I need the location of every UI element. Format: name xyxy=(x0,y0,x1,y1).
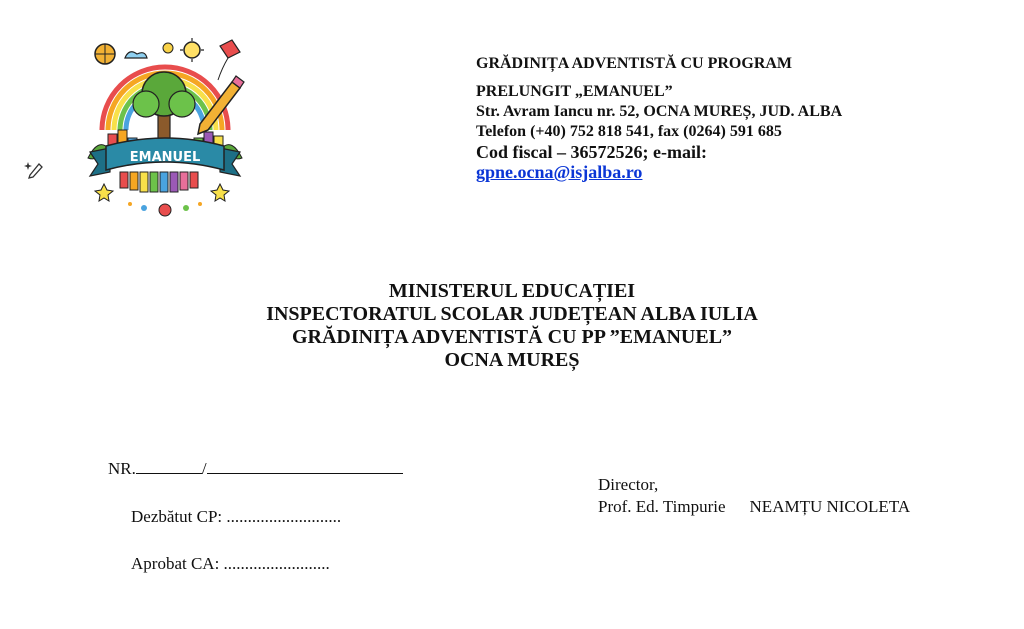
document-title xyxy=(0,280,1024,372)
registration-number-line xyxy=(108,459,403,479)
title-line-ministry: MINISTERUL EDUCAȚIEI xyxy=(388,280,636,302)
ca-label: Aprobat CA: xyxy=(131,554,220,573)
title-line-inspectorate: INSPECTORATUL SCOLAR JUDEȚEAN ALBA IULIA xyxy=(266,303,758,325)
pen-sparkle-icon[interactable] xyxy=(24,158,46,180)
director-block xyxy=(598,474,910,518)
org-name-line1: GRĂDINIȚA ADVENTISTĂ CU PROGRAM xyxy=(476,55,793,72)
ca-dots: ......................... xyxy=(223,554,330,573)
email-link[interactable]: gpne.ocna@isjalba.ro xyxy=(476,162,643,182)
org-phone: Telefon (+40) 752 818 541, fax (0264) 591 685 xyxy=(476,123,782,140)
title-line-city: OCNA MUREȘ xyxy=(444,349,580,371)
org-fiscal-code: Cod fiscal – 36572526; e-mail: xyxy=(476,142,707,162)
date-blank-field[interactable] xyxy=(207,459,403,474)
org-name-line2: PRELUNGIT „EMANUEL” xyxy=(476,83,673,100)
nr-label: NR. xyxy=(108,459,136,478)
title-line-kindergarten: GRĂDINIȚA ADVENTISTĂ CU PP ”EMANUEL” xyxy=(291,326,733,348)
director-name: NEAMȚU NICOLETA xyxy=(749,497,911,516)
cp-label: Dezbătut CP: xyxy=(131,507,223,526)
org-address: Str. Avram Iancu nr. 52, OCNA MUREȘ, JUD. ALBA xyxy=(476,103,843,120)
director-title: Prof. Ed. Timpurie xyxy=(598,497,726,516)
cp-dots: ........................... xyxy=(226,507,342,526)
teachers-council-line xyxy=(131,507,341,527)
logo-text: EMANUEL xyxy=(129,150,201,165)
board-approval-line xyxy=(131,554,330,574)
school-header xyxy=(476,54,842,184)
kindergarten-logo xyxy=(80,38,250,220)
nr-separator: / xyxy=(201,459,207,478)
director-label: Director, xyxy=(598,475,659,494)
nr-blank-field[interactable] xyxy=(136,459,202,474)
